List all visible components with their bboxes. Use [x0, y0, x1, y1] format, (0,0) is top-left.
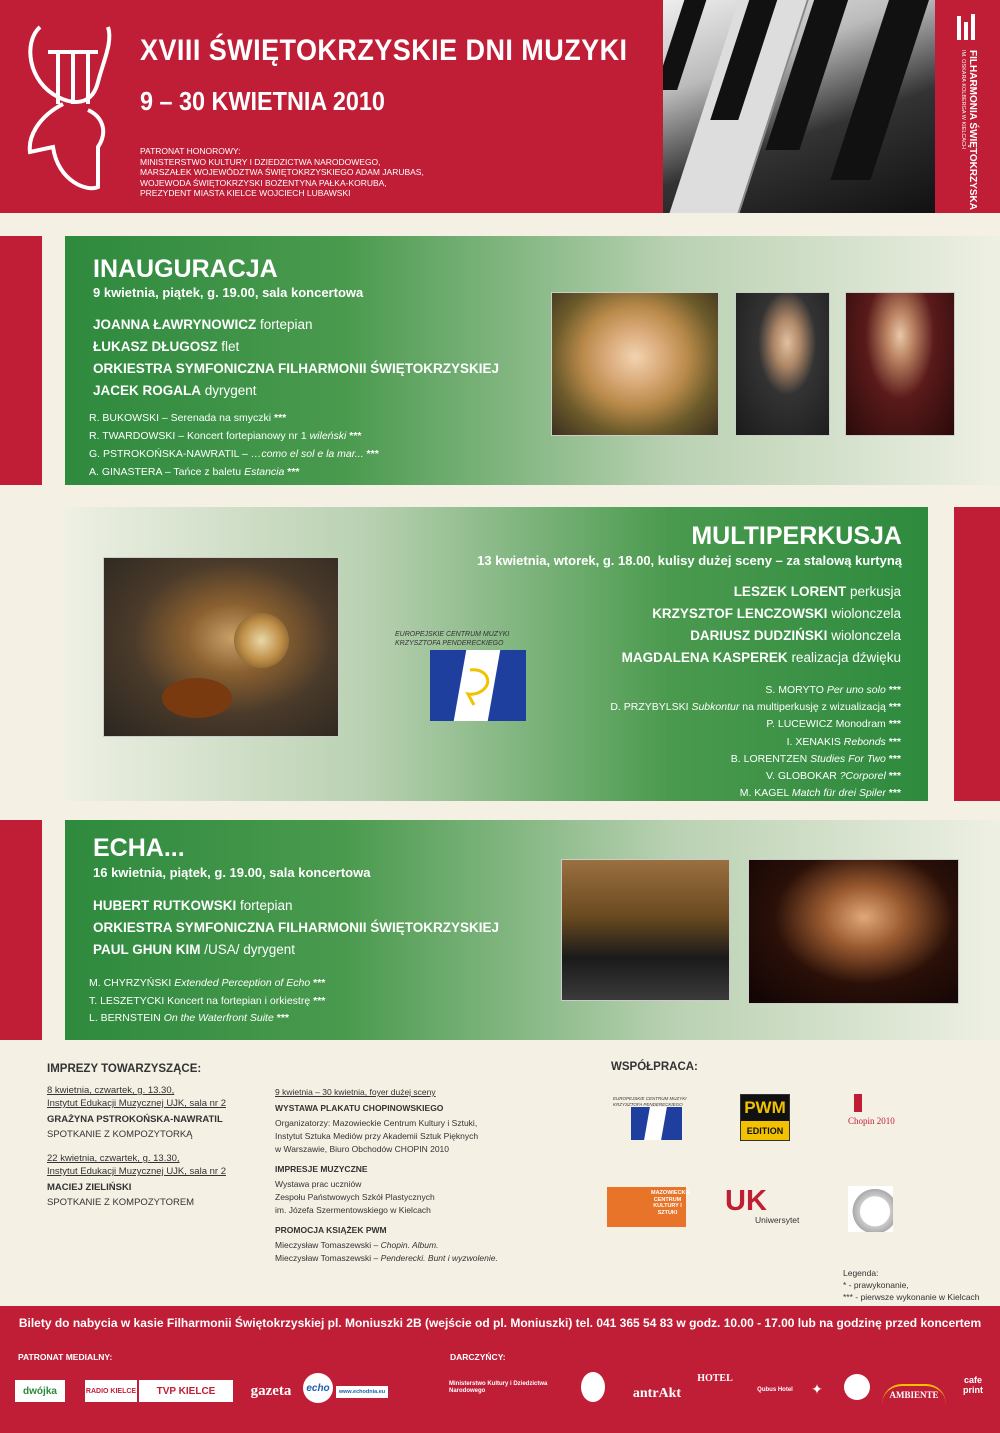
companion-events-col2: 9 kwietnia – 30 kwietnia, foyer dużej sceny WYSTAWA PLAKATU CHOPINOWSKIEGO Organizatorzy: Mazowieckie Centrum Kultury i Sztuki, Instytut Sztuka Mediów przy Akademii Sztuk Pięknych w Warszawie, Biuro Obchodów CHOPIN 2010 IMPRESJE MUZYCZNE Wystawa prac uczniów Zespołu Państwowych Szkół Plastycznych im. Józefa Szermentowskiego w Kielcach PROMOCJA KSIĄŻEK PWM Mieczysław Tomaszewski – Chopin. Album. Mieczysław Tomaszewski – Penderecki. Bunt i wyzwolenie.: [275, 1087, 498, 1263]
percussion-trio-photo: [103, 557, 339, 737]
lyre-logo-icon: [18, 22, 126, 197]
ecm-logo-small-text: EUROPEJSKIE CENTRUM MUZYKI KRZYSZTOFA PENDERECKIEGO: [613, 1096, 687, 1107]
echoes-date: 16 kwietnia, piątek, g. 19.00, sala koncertowa: [93, 865, 371, 880]
flutist-photo: [735, 292, 830, 436]
gazeta-logo: gazeta: [250, 1382, 292, 1399]
tickets-info: Bilety do nabycia w kasie Filharmonii Świętokrzyskiej pl. Moniuszki 2B (wejście od pl. Moniuszki) tel. 041 365 54 83 w godz. 10.00 - 17.00 lub na godzinę przed koncertem: [18, 1316, 982, 1330]
ministry-logo: Ministerstwo Kultury i Dziedzictwa Narodowego: [449, 1381, 548, 1394]
legend: Legenda: * - prawykonanie, *** - pierwsze wykonanie w Kielcach: [843, 1268, 980, 1302]
inauguration-date: 9 kwietnia, piątek, g. 19.00, sala koncertowa: [93, 285, 364, 300]
inauguration-performers: JOANNA ŁAWRYNOWICZ fortepian ŁUKASZ DŁUGOSZ flet ORKIESTRA SYMFONICZNA FILHARMONII ŚWIĘTOKRZYSKIEJ JACEK ROGALA dyrygent: [93, 317, 500, 398]
cooperation-title: WSPÓŁPRACA:: [611, 1061, 698, 1073]
honorary-patronage: PATRONAT HONOROWY: MINISTERSTWO KULTURY I DZIEDZICTWA NARODOWEGO, MARSZAŁEK WOJEWÓDZTWA ŚWIĘTOKRZYSKIEGO ADAM JARUBAS, WOJEWODA ŚWIĘTOKRZYSKI BOŻENTYNA PAŁKA-KORUBA, PREZYDENT MIASTA KIELCE WOJCIECH LUBAWSKI: [140, 146, 424, 198]
donors-title: DARCZYŃCY:: [450, 1352, 506, 1362]
festival-dates: 9 – 30 KWIETNIA 2010: [140, 86, 385, 116]
echoes-performers: HUBERT RUTKOWSKI fortepian ORKIESTRA SYMFONICZNA FILHARMONII ŚWIĘTOKRZYSKIEJ PAUL GHUN KIM /USA/ dyrygent: [93, 898, 500, 957]
echo-dnia-logo: echo: [303, 1373, 333, 1403]
section-sidebar-right: [954, 507, 1000, 801]
festival-title: XVIII ŚWIĘTOKRZYSKIE DNI MUZYKI: [140, 34, 628, 67]
companion-events-title: IMPREZY TOWARZYSZĄCE:: [47, 1063, 202, 1075]
ecm-logo-text: EUROPEJSKIE CENTRUM MUZYKI KRZYSZTOFA PENDERECKIEGO: [395, 631, 510, 647]
philharmonic-side-logo: FILHARMONIA ŚWIĘTOKRZYSKA IM. OSKARA KOLBERGA W KIELCACH: [955, 14, 987, 204]
mazowieckie-centrum-logo: MAZOWIECKIE CENTRUM KULTURY I SZTUKI: [607, 1187, 686, 1227]
ambiente-logo: AMBIENTE: [882, 1384, 946, 1404]
donor-logos: [449, 1362, 999, 1422]
conductor-paul-kim-photo: [748, 859, 959, 1004]
zpsp-school-logo: [848, 1186, 893, 1232]
tvp-kielce-logo: TVP KIELCE: [139, 1380, 233, 1402]
echoes-title: ECHA...: [93, 834, 185, 862]
ecm-logo-small-icon: [631, 1107, 682, 1140]
radio-kielce-logo: RADIO KIELCE: [85, 1380, 137, 1402]
multipercussion-title: MULTIPERKUSJA: [691, 522, 902, 550]
section-sidebar-left-2: [0, 820, 42, 1040]
chopin-2010-logo: Chopin 2010: [846, 1090, 891, 1142]
ecm-logo-icon: [430, 650, 526, 721]
section-sidebar-left: [0, 236, 42, 485]
inauguration-title: INAUGURACJA: [93, 255, 278, 283]
pianist-photo: [551, 292, 719, 436]
piano-keys-photo: [663, 0, 935, 213]
cafe-print-logo: cafe print: [963, 1375, 983, 1395]
antrakt-logo: antrAkt: [632, 1386, 682, 1401]
companion-events-col1: 8 kwietnia, czwartek, g. 13.30, Instytut Edukacji Muzycznej UJK, sala nr 2 GRAŻYNA PSTROKOŃSKA-NAWRATIL SPOTKANIE Z KOMPOZYTORKĄ 22 kwietnia, czwartek, g. 13.30, Instytut Edukacji Muzycznej UJK, sala nr 2 MACIEJ ZIELIŃSKI SPOTKANIE Z KOMPOZYTOREM: [47, 1085, 226, 1208]
multipercussion-performers: LESZEK LORENT perkusja KRZYSZTOF LENCZOWSKI wiolonczela DARIUSZ DUDZIŃSKI wiolonczela MAGDALENA KASPEREK realizacja dźwięku: [621, 584, 901, 665]
pianist-at-piano-photo: [561, 859, 730, 1001]
dwojka-logo: dwójka: [15, 1380, 65, 1402]
conductor-photo: [845, 292, 955, 436]
donor-emblem-icon: [581, 1372, 605, 1402]
uk-university-logo: UK Uniwersytet: [725, 1185, 800, 1225]
inauguration-program: R. BUKOWSKI – Serenada na smyczki *** R. TWARDOWSKI – Koncert fortepianowy nr 1 wileński *** G. PSTROKOŃSKA-NAWRATIL – …como el sol e la mar... *** A. GINASTERA – Tańce z baletu Estancia ***: [89, 412, 379, 478]
echodnia-url-logo: www.echodnia.eu: [336, 1386, 388, 1398]
echoes-program: M. CHYRZYŃSKI Extended Perception of Echo *** T. LESZETYCKI Koncert na fortepian i orkiestrę *** L. BERNSTEIN On the Waterfront Suite ***: [89, 977, 326, 1024]
media-patronage-title: PATRONAT MEDIALNY:: [18, 1352, 113, 1362]
media-patron-logos: [15, 1380, 475, 1404]
donor-seal-icon: [844, 1374, 870, 1400]
multipercussion-date: 13 kwietnia, wtorek, g. 18.00, kulisy dużej sceny – za stalową kurtyną: [477, 553, 902, 568]
hotel-logo: HOTEL: [697, 1372, 733, 1384]
qubus-hotel-logo: Qubus Hotel: [757, 1387, 793, 1393]
multipercussion-program: S. MORYTO Per uno solo *** D. PRZYBYLSKI Subkontur na multiperkusję z wizualizacją *** P. LUCEWICZ Monodram *** I. XENAKIS Rebonds *** B. LORENTZEN Studies For Two *** V. GLOBOKAR ?Corporel *** M. KAGEL Match für drei Spiler ***: [610, 684, 901, 800]
donor-crest-icon: ✦: [811, 1380, 823, 1397]
pwm-edition-logo: PWM EDITION: [740, 1094, 790, 1141]
